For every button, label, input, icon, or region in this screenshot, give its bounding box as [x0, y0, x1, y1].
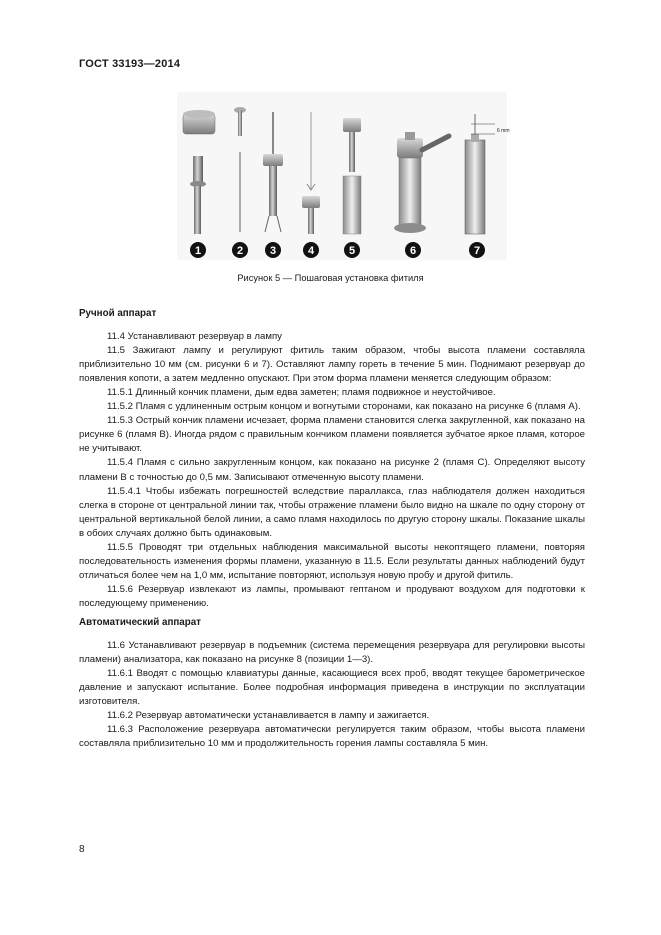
step-badge-7 — [469, 242, 485, 258]
paragraph: 11.5.5 Проводят три отдельных наблюдения максимальной высоты некоптящего пламени, повторяя последовательность изменения формы пламени, указанную в 11.5. Если результаты данных наблюдений будут отличаться более чем на 1,0 мм, испытание повторяют, используя новую пробу и другой фитиль. — [79, 541, 585, 581]
section-heading-manual: Ручной аппарат — [79, 308, 157, 319]
step-3-parts — [263, 112, 283, 232]
paragraph: 11.5.4.1 Чтобы избежать погрешностей вследствие параллакса, глаз наблюдателя должен находиться слегка в стороне от центральной линии так, чтобы отражение пламени было видно на шкале по одну сторону от центральной вертикальной белой линии, а само пламя находилось по другую сторону шкалы. Показание шкалы в обоих случаях должно быть одинаковым. — [79, 485, 585, 539]
step-2-parts — [234, 107, 246, 232]
step-badge-2 — [232, 242, 248, 258]
paragraph: 11.6.1 Вводят с помощью клавиатуры данные, касающиеся всех проб, вводят текущее барометрическое давление и запускают испытание. Более подробная информация приведена в инструкции по эксплуатации изготовителя. — [79, 668, 585, 708]
paragraph: 11.6.2 Резервуар автоматически устанавливается в лампу и зажигается. — [107, 710, 430, 722]
dimension-label: 6 mm — [497, 128, 510, 134]
figure-caption: Рисунок 5 — Пошаговая установка фитиля — [237, 273, 424, 283]
step-4-parts — [302, 112, 320, 234]
step-number: 7 — [473, 245, 481, 257]
wick-setup-illustration — [177, 92, 510, 260]
step-5-parts — [343, 118, 361, 234]
paragraph: 11.6.3 Расположение резервуара автоматически регулируется таким образом, чтобы высота пламени составляла приблизительно 10 мм и продолжительность горения лампы составляла 5 мин. — [79, 724, 585, 750]
paragraph: 11.4 Устанавливают резервуар в лампу — [107, 331, 282, 343]
section-heading-automatic: Автоматический аппарат — [79, 616, 201, 628]
document-code: ГОСТ 33193—2014 — [79, 58, 181, 70]
step-badge-5 — [344, 242, 360, 258]
paragraph: 11.5.6 Резервуар извлекают из лампы, промывают гептаном и продувают воздухом для подготовки к последующему применению. — [79, 583, 585, 609]
step-badge-1 — [190, 242, 206, 258]
step-number: 2 — [236, 245, 244, 257]
paragraph: 11.5 Зажигают лампу и регулируют фитиль таким образом, чтобы высота пламени составляла приблизительно 10 мм (см. рисунки 6 и 7). Оставляют лампу гореть в течение 5 мин. Поднимают резервуар до появления копоти, а затем медленно опускают. При этом форма пламени меняется следующим образом: — [79, 345, 585, 385]
paragraph: 11.5.1 Длинный кончик пламени, дым едва заметен; пламя подвижное и неустойчивое. — [107, 387, 496, 399]
paragraph: 11.5.4 Пламя с сильно закругленным концом, как показано на рисунке 2 (пламя С). Определяют высоту пламени В с точностью до 0,5 мм. Записывают отмеченную высоту пламени. — [79, 457, 585, 483]
paragraph: 11.5.3 Острый кончик пламени исчезает, форма пламени становится слегка закругленной, как показано на рисунке 6 (пламя В). Иногда рядом с правильным кончиком пламени появляется зубчатое яркое пламя, которое не учитывают. — [79, 415, 585, 455]
paragraph: 11.6 Устанавливают резервуар в подъемник (система перемещения резервуара для регулировки высоты пламени) анализатора, как показано на рисунке 8 (позиции 1—3). — [79, 640, 585, 666]
wick-setup-figure — [177, 92, 510, 260]
step-badge-4 — [303, 242, 319, 258]
step-number: 6 — [409, 245, 417, 257]
step-number: 4 — [307, 245, 315, 257]
step-number: 3 — [269, 245, 277, 257]
step-6-parts — [394, 132, 449, 233]
page-number: 8 — [79, 844, 85, 855]
step-number: 5 — [348, 245, 356, 257]
paragraph: 11.5.2 Пламя с удлиненным острым концом и вогнутыми сторонами, как показано на рисунке 6 (пламя А). — [107, 401, 581, 413]
step-7-parts — [465, 114, 495, 234]
step-1-parts — [183, 110, 215, 234]
step-badge-3 — [265, 242, 281, 258]
body-text — [79, 307, 585, 751]
step-number: 1 — [194, 245, 202, 257]
step-badge-6 — [405, 242, 421, 258]
